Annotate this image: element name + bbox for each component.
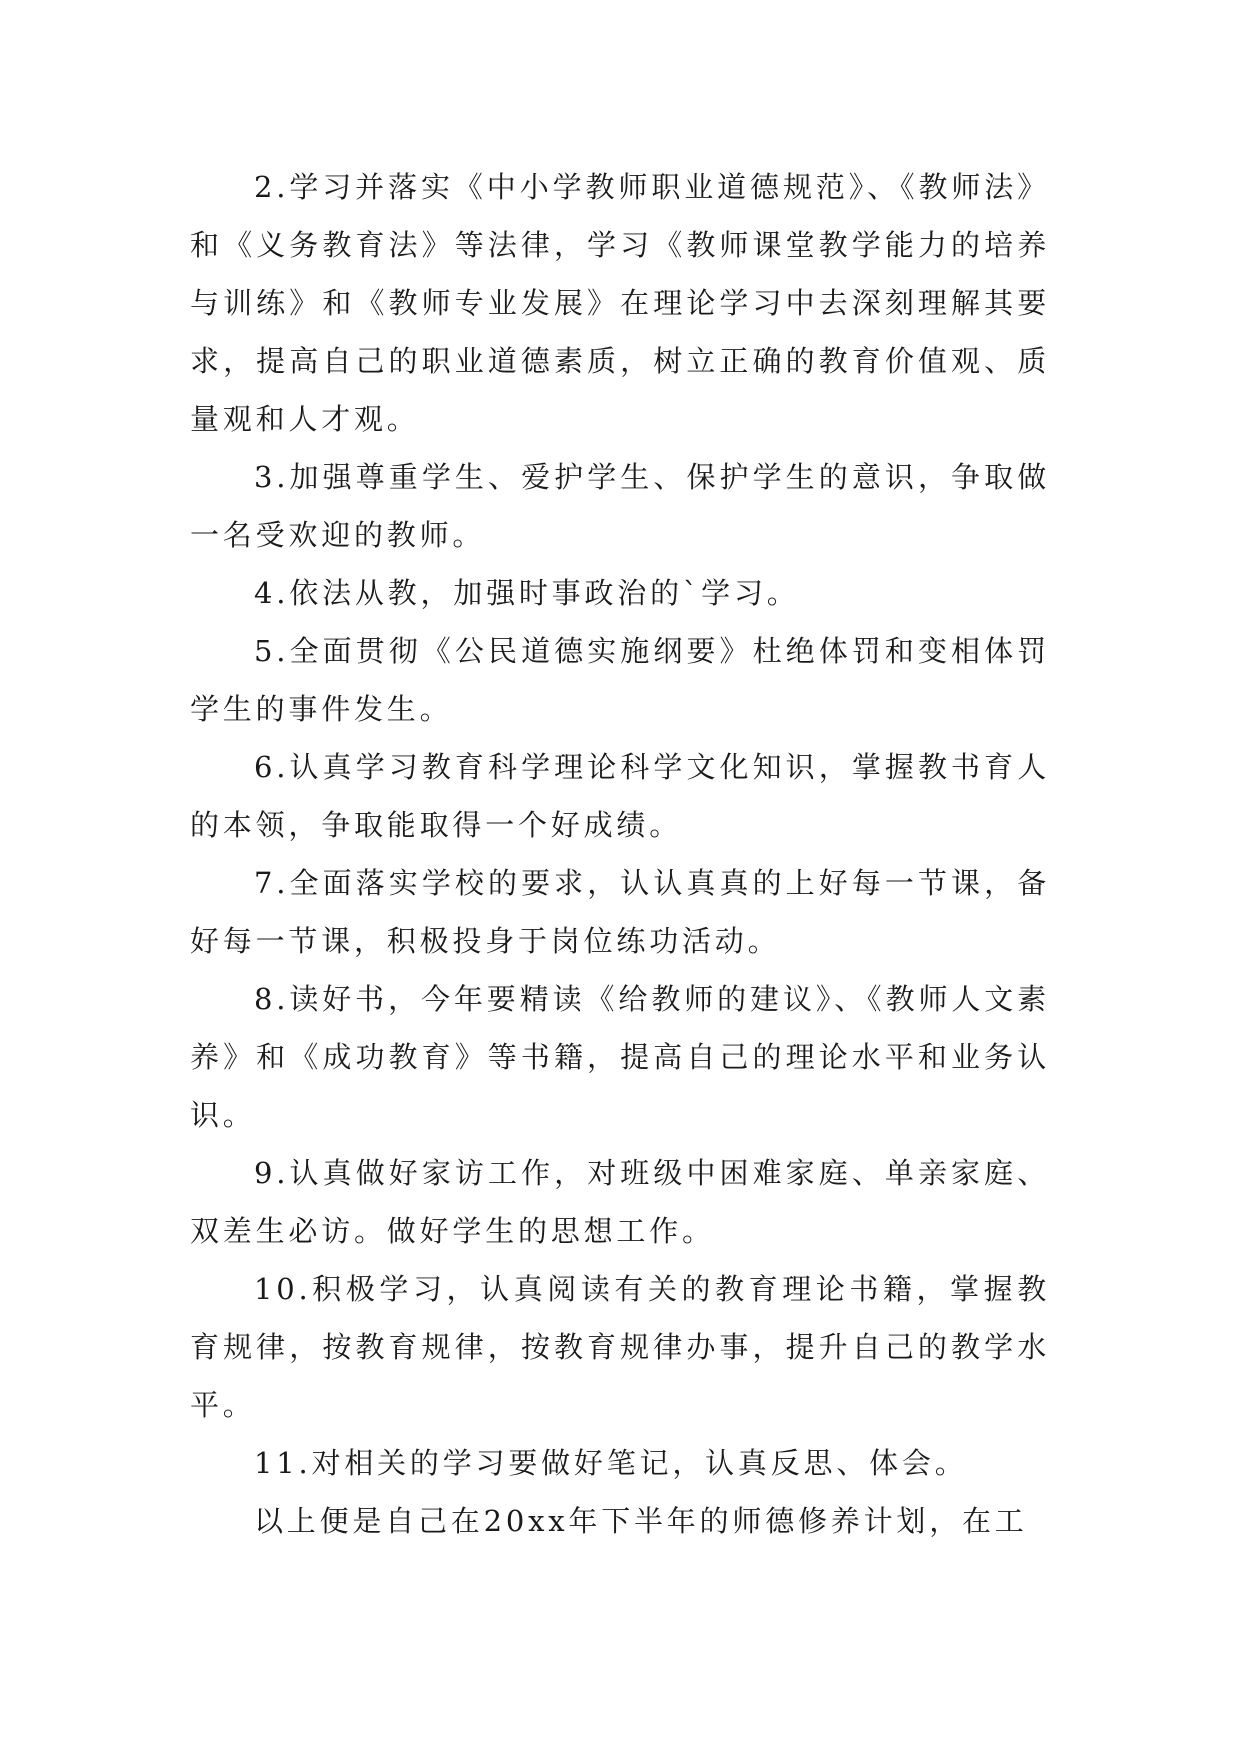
document-page [190,158,1050,1550]
paragraph-item-8: 8.读好书，今年要精读《给教师的建议》、《教师人文素养》和《成功教育》等书籍，提高自己的理论水平和业务认识。 [190,982,1050,1132]
paragraph-item-10: 10.积极学习，认真阅读有关的教育理论书籍，掌握教育规律，按教育规律，按教育规律办事，提升自己的教学水平。 [190,1272,1050,1422]
paragraph-item-2: 2.学习并落实《中小学教师职业道德规范》、《教师法》和《义务教育法》等法律，学习《教师课堂教学能力的培养与训练》和《教师专业发展》在理论学习中去深刻理解其要求，提高自己的职业道德素质，树立正确的教育价值观、质量观和人才观。 [190,170,1050,436]
paragraph-item-6: 6.认真学习教育科学理论科学文化知识，掌握教书育人的本领，争取能取得一个好成绩。 [190,750,1050,842]
paragraph-item-7: 7.全面落实学校的要求，认认真真的上好每一节课，备好每一节课，积极投身于岗位练功活动。 [190,866,1050,958]
paragraph-item-3: 3.加强尊重学生、爱护学生、保护学生的意识，争取做一名受欢迎的教师。 [190,460,1050,552]
paragraph-item-11: 11.对相关的学习要做好笔记，认真反思、体会。 [254,1446,968,1480]
paragraph-item-4: 4.依法从教，加强时事政治的`学习。 [254,576,800,610]
paragraph-item-9: 9.认真做好家访工作，对班级中困难家庭、单亲家庭、双差生必访。做好学生的思想工作。 [190,1156,1050,1248]
paragraph-item-5: 5.全面贯彻《公民道德实施纲要》杜绝体罚和变相体罚学生的事件发生。 [190,634,1050,726]
paragraph-conclusion: 以上便是自己在20xx年下半年的师德修养计划，在工 [254,1504,1028,1538]
